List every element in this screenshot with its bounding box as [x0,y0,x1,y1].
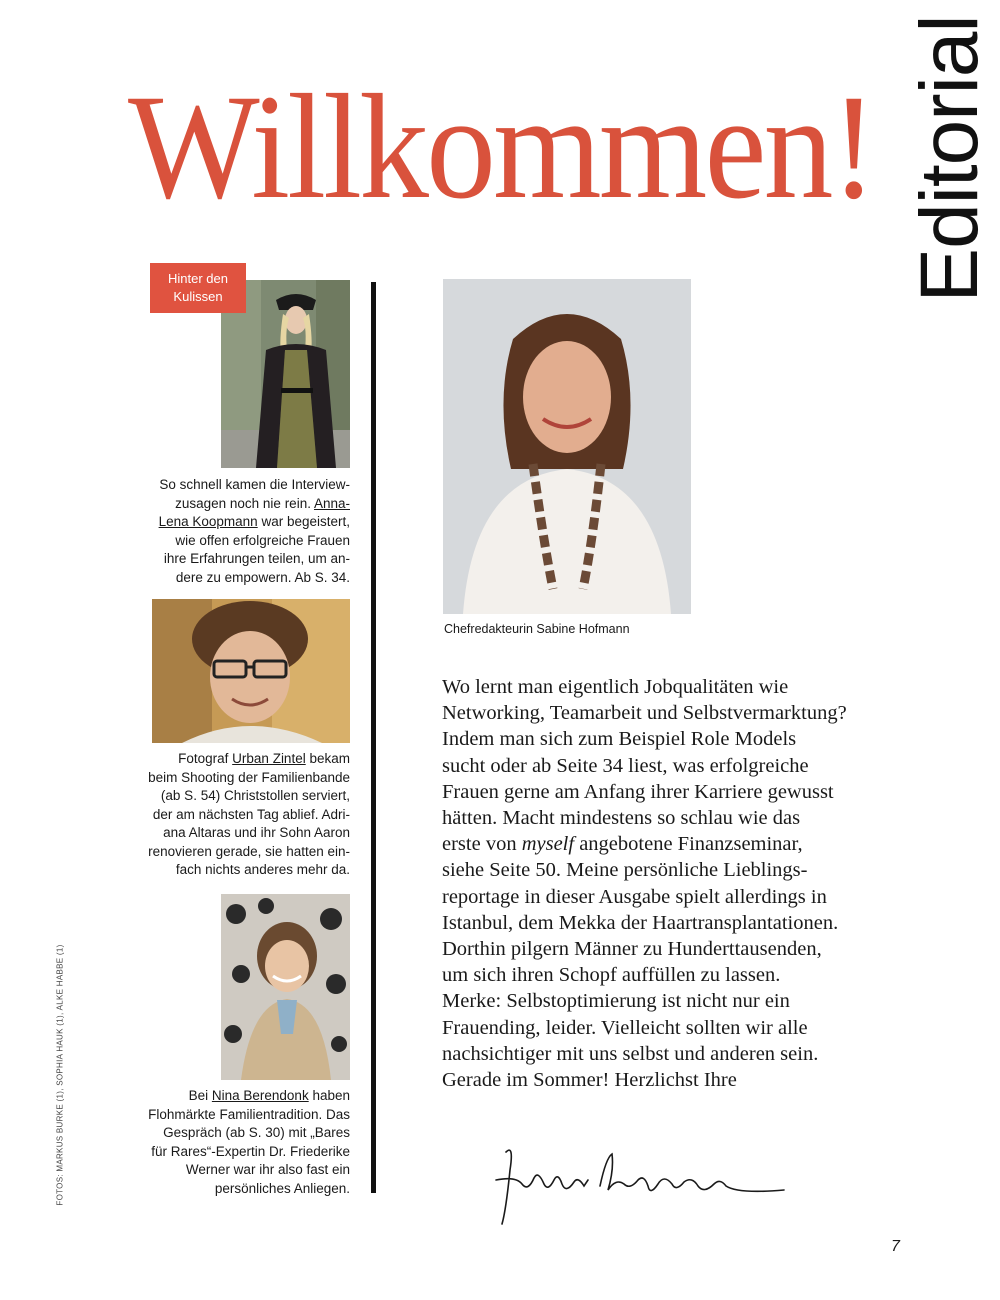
body-line: Dorthin pilgern Männer zu Hunderttausenden, [442,938,822,961]
blurb-line [110,750,350,769]
body-line: Indem man sich zum Beispiel Role Models [442,728,797,751]
body-line: nachsichtiger mit uns selbst und anderen sein. [442,1042,819,1065]
person-link: Nina Berendonk [211,1088,309,1103]
blurb-text: bekam [305,751,350,766]
photo-urban-zintel [152,599,350,743]
blurb-text: Fotograf [178,751,233,766]
blurb-line [110,513,350,532]
blurb-line: fach nichts anderes mehr da. [175,862,350,877]
person-link: Lena Koopmann [158,514,258,529]
body-line: sucht oder ab Seite 34 liest, was erfolgreiche [442,754,809,777]
body-line: Frauending, leider. Vielleicht sollten wir alle [442,1016,808,1039]
blurb-anna-lena-koopmann [110,476,350,587]
blurb-text: Bei [188,1088,212,1103]
blurb-urban-zintel [110,750,350,880]
blurb-line: Flohmärkte Familientradition. Das [148,1106,350,1122]
photo-nina-berendonk [221,894,350,1080]
blurb-line: wie offen erfolgreiche Frauen [175,532,350,548]
body-line: Merke: Selbstoptimierung ist nicht nur ein [442,990,790,1013]
body-line: Networking, Teamarbeit und Selbstvermarktung? [442,702,847,725]
photo-credits-text: FOTOS: MARKUS BURKE (1), SOPHIA HAUK (1), ALKE HABBE (1) [55,944,65,1206]
blurb-line: dere zu empowern. Ab S. 34. [175,569,350,585]
blurb-text: haben [308,1088,350,1103]
body-line: um sich ihren Schopf auffüllen zu lassen. [442,964,781,987]
portrait-caption: Chefredakteurin Sabine Hofmann [444,622,630,636]
body-line: Wo lernt man eigentlich Jobqualitäten wie [442,676,789,698]
blurb-line: renovieren gerade, sie hatten ein- [148,843,350,859]
body-line: Gerade im Sommer! Herzlichst Ihre [442,1069,737,1092]
signature [488,1140,788,1230]
blurb-line [110,495,350,514]
tag-line: Hinter den [168,271,228,286]
blurb-line: Werner war ihr also fast ein [185,1162,350,1177]
blurb-nina-berendonk [110,1087,350,1198]
body-line: siehe Seite 50. Meine persönliche Lieblings- [442,859,808,882]
blurb-line: für Rares“-Expertin Dr. Friederike [151,1143,350,1159]
person-link: Anna- [313,495,350,511]
blurb-line: (ab S. 54) Christstollen serviert, [160,788,350,803]
body-line: reportage in dieser Ausgabe spielt allerdings in [442,885,827,908]
section-label-text: Editorial [904,15,995,303]
person-link: Urban Zintel [232,751,306,766]
blurb-line: ana Altaras und ihr Sohn Aaron [163,825,350,840]
blurb-line: der am nächsten Tag ablief. Adri- [152,806,350,822]
blurb-line: ihre Erfahrungen teilen, um an- [163,551,350,566]
page-number: 7 [891,1238,900,1255]
blurb-line: Gespräch (ab S. 30) mit „Bares [163,1125,350,1140]
photo-credits [30,944,90,1206]
headline: Willkommen! [128,64,875,230]
blurb-text: war begeistert, [257,514,350,529]
body-line: hätten. Macht mindestens so schlau wie das [442,807,801,830]
body-text: erste von [442,833,522,856]
behind-the-scenes-tag [150,263,246,313]
section-label [905,14,995,304]
editorial-body [442,674,922,1093]
body-line [442,831,922,857]
blurb-line [110,1087,350,1106]
body-line: Frauen gerne am Anfang ihrer Karriere gewusst [442,780,834,803]
tag-line: Kulissen [173,289,223,304]
body-line: Istanbul, dem Mekka der Haartransplantationen. [442,911,839,934]
blurb-line: beim Shooting der Familienbande [148,769,350,785]
photo-sabine-hofmann [443,279,691,614]
column-divider [371,282,376,1193]
blurb-line: So schnell kamen die Interview- [159,477,350,492]
blurb-line: persönliches Anliegen. [214,1180,350,1196]
body-text: angebotene Finanzseminar, [574,833,803,856]
blurb-text: zusagen noch nie rein. [175,495,314,511]
magazine-name: myself [521,833,575,856]
